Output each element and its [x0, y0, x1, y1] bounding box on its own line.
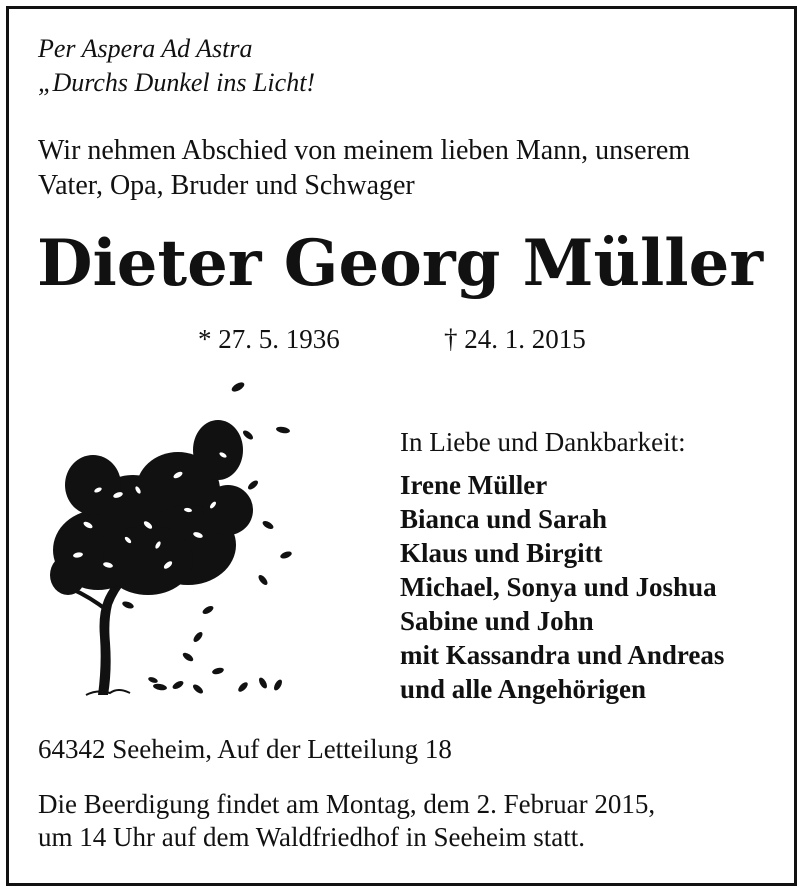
windblown-tree-icon: [38, 375, 300, 705]
mourner-name: und alle Angehörigen: [400, 674, 647, 704]
intro-text: [38, 133, 690, 203]
mourners-list: [400, 468, 724, 706]
intro-line-1: Wir nehmen Abschied von meinem lieben Mann, unserem: [38, 135, 691, 166]
mourner-name: mit Kassandra und Andreas: [400, 640, 725, 670]
motto: [38, 32, 315, 100]
birth-date: * 27. 5. 1936: [198, 324, 340, 354]
mourner-name: Bianca und Sarah: [400, 504, 608, 534]
family-address: 64342 Seeheim, Auf der Letteilung 18: [38, 734, 452, 764]
mourner-name: Klaus und Birgitt: [400, 538, 603, 568]
death-date: † 24. 1. 2015: [444, 324, 586, 354]
deceased-name: Dieter Georg Müller: [36, 226, 764, 301]
motto-line-2: „Durchs Dunkel ins Licht!: [38, 68, 316, 97]
mourners-heading: In Liebe und Dankbarkeit:: [400, 427, 686, 457]
funeral-line-1: Die Beerdigung findet am Montag, dem 2. Februar 2015,: [38, 789, 656, 819]
motto-line-1: Per Aspera Ad Astra: [38, 34, 253, 63]
funeral-info: [38, 788, 655, 854]
mourner-name: Michael, Sonya und Joshua: [400, 572, 717, 602]
mourner-name: Sabine und John: [400, 606, 594, 636]
mourner-name: Irene Müller: [400, 470, 548, 500]
intro-line-2: Vater, Opa, Bruder und Schwager: [38, 170, 415, 201]
funeral-line-2: um 14 Uhr auf dem Waldfriedhof in Seeheim statt.: [38, 822, 585, 852]
